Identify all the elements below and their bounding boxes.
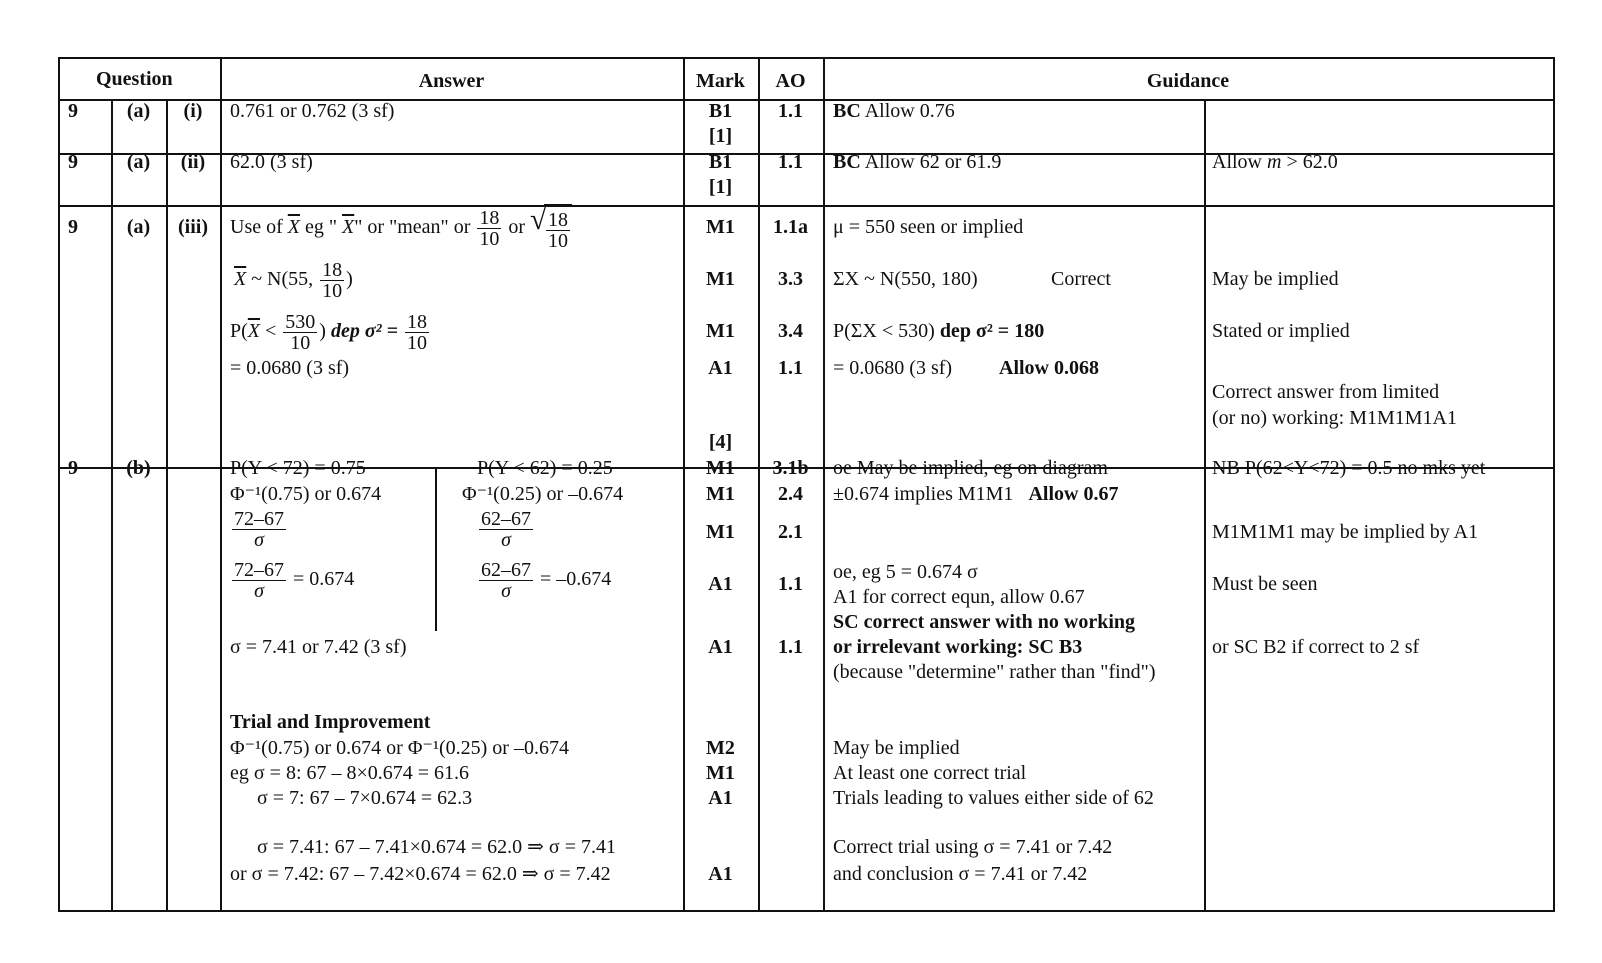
ao-code: 1.1 bbox=[778, 151, 803, 173]
trial-line: eg σ = 8: 67 – 8×0.674 = 61.6 bbox=[230, 762, 470, 784]
mark: A1 bbox=[708, 863, 733, 885]
answer-text: 0.761 or 0.762 (3 sf) bbox=[230, 100, 395, 122]
answer-line-2: $\overline{X}$ ~ N(55, $\frac{18}{10}$ ) bbox=[234, 258, 353, 302]
header-answer: Answer bbox=[418, 70, 485, 92]
trial-line: Φ⁻¹(0.75) or 0.674 or Φ⁻¹(0.25) or –0.674 bbox=[230, 737, 569, 759]
guidance-text: SC correct answer with no working bbox=[833, 611, 1136, 633]
guidance-text: At least one correct trial bbox=[833, 762, 1027, 784]
answer-result: σ = 7.41 or 7.42 (3 sf) bbox=[230, 636, 407, 658]
header-ao: AO bbox=[775, 70, 806, 92]
ao-code: 2.1 bbox=[778, 521, 803, 543]
guidance-text: and conclusion σ = 7.41 or 7.42 bbox=[833, 863, 1088, 885]
guidance-text: May be implied bbox=[833, 737, 960, 759]
q-part: (b) bbox=[126, 457, 151, 479]
ao-code: 1.1 bbox=[778, 357, 803, 379]
guidance-text: or irrelevant working: SC B3 bbox=[833, 636, 1083, 658]
answer-right-2: Φ⁻¹(0.25) or –0.674 bbox=[462, 483, 624, 505]
mark-total: [1] bbox=[708, 176, 733, 198]
guidance-extra: May be implied bbox=[1212, 268, 1339, 290]
guidance-text: oe May be implied, eg on diagram bbox=[833, 457, 1108, 479]
q-number: 9 bbox=[68, 216, 78, 238]
guidance-extra: M1M1M1 may be implied by A1 bbox=[1212, 521, 1479, 543]
mark: M1 bbox=[706, 320, 735, 342]
ao-code: 1.1 bbox=[778, 573, 803, 595]
guidance-text: μ = 550 seen or implied bbox=[833, 216, 1024, 238]
mark-total: [4] bbox=[708, 431, 733, 453]
guidance-text: BC Allow 0.76 bbox=[833, 100, 955, 122]
ao-code: 3.3 bbox=[778, 268, 803, 290]
guidance-extra: Must be seen bbox=[1212, 573, 1318, 595]
ao-code: 2.4 bbox=[778, 483, 803, 505]
ao-code: 1.1 bbox=[778, 100, 803, 122]
mark: A1 bbox=[708, 357, 733, 379]
guidance-text: BC Allow 62 or 61.9 bbox=[833, 151, 1002, 173]
answer-line-4: = 0.0680 (3 sf) bbox=[230, 357, 350, 379]
guidance-text: Allow 0.068 bbox=[999, 357, 1099, 379]
mark: M1 bbox=[706, 216, 735, 238]
guidance-text: = 0.0680 (3 sf) bbox=[833, 357, 953, 379]
guidance-text: ±0.674 implies M1M1 Allow 0.67 bbox=[833, 483, 1119, 505]
guidance-text: Correct bbox=[1051, 268, 1111, 290]
guidance-extra: or SC B2 if correct to 2 sf bbox=[1212, 636, 1420, 658]
answer-right-4: $\frac{62-67}{\sigma}$ = –0.674 bbox=[481, 559, 612, 602]
answer-left-2: Φ⁻¹(0.75) or 0.674 bbox=[230, 483, 382, 505]
trial-line: or σ = 7.42: 67 – 7.42×0.674 = 62.0 ⇒ σ = 7.42 bbox=[230, 863, 611, 885]
q-number: 9 bbox=[68, 100, 78, 122]
mark: B1 bbox=[708, 100, 733, 122]
ao-code: 1.1 bbox=[778, 636, 803, 658]
guidance-text: Trials leading to values either side of 62 bbox=[833, 787, 1154, 809]
header-mark: Mark bbox=[696, 70, 745, 92]
mark: A1 bbox=[708, 787, 733, 809]
q-part: (a) bbox=[126, 216, 151, 238]
trial-line: σ = 7: 67 – 7×0.674 = 62.3 bbox=[257, 787, 473, 809]
mark-scheme-table bbox=[58, 57, 1555, 912]
header-question: Question bbox=[96, 68, 173, 90]
guidance-text: ΣX ~ N(550, 180) bbox=[833, 268, 978, 290]
guidance-extra: Correct answer from limited bbox=[1212, 381, 1440, 403]
guidance-text: Correct trial using σ = 7.41 or 7.42 bbox=[833, 836, 1113, 858]
q-subpart: (i) bbox=[183, 100, 203, 122]
ao-code: 1.1a bbox=[773, 216, 808, 238]
header-guidance: Guidance bbox=[1146, 70, 1230, 92]
guidance-text: A1 for correct equn, allow 0.67 bbox=[833, 586, 1085, 608]
mark-total: [1] bbox=[708, 125, 733, 147]
answer-right-1: P(Y < 62) = 0.25 bbox=[477, 457, 613, 479]
guidance-extra: Allow m > 62.0 bbox=[1212, 151, 1338, 173]
answer-text: 62.0 (3 sf) bbox=[230, 151, 313, 173]
guidance-text: oe, eg 5 = 0.674 σ bbox=[833, 561, 978, 583]
q-part: (a) bbox=[126, 100, 151, 122]
guidance-extra: NB P(62<Y<72) = 0.5 no mks yet bbox=[1212, 457, 1486, 479]
answer-right-3: $\frac{62-67}{\sigma}$ bbox=[481, 508, 531, 551]
q-number: 9 bbox=[68, 457, 78, 479]
guidance-text: (because "determine" rather than "find") bbox=[833, 661, 1156, 683]
q-number: 9 bbox=[68, 151, 78, 173]
trial-line: σ = 7.41: 67 – 7.41×0.674 = 62.0 ⇒ σ = 7.41 bbox=[257, 836, 616, 858]
answer-line-1: Use of $\overline{X}$ eg " $\overline{X}$" or "mean" or $\frac{18}{10}$ or √ $\frac{18}{10}$ bbox=[230, 203, 572, 253]
answer-left-1: P(Y < 72) = 0.75 bbox=[230, 457, 366, 479]
answer-line-3: $P(\overline{X}$ < $\frac{530}{10}$ ) dep σ² = $\frac{18}{10}$ bbox=[230, 310, 428, 354]
answer-left-4: $\frac{72-67}{\sigma}$ = 0.674 bbox=[234, 559, 355, 602]
q-subpart: (iii) bbox=[178, 216, 208, 238]
guidance-extra: Stated or implied bbox=[1212, 320, 1350, 342]
mark: A1 bbox=[708, 573, 733, 595]
mark: B1 bbox=[708, 151, 733, 173]
mark: M1 bbox=[706, 762, 735, 784]
trial-heading: Trial and Improvement bbox=[230, 711, 431, 733]
mark: M2 bbox=[706, 737, 735, 759]
answer-left-3: $\frac{72-67}{\sigma}$ bbox=[234, 508, 284, 551]
ao-code: 3.4 bbox=[778, 320, 803, 342]
guidance-extra: (or no) working: M1M1M1A1 bbox=[1212, 407, 1457, 429]
q-subpart: (ii) bbox=[180, 151, 206, 173]
guidance-text: P(ΣX < 530) dep σ² = 180 bbox=[833, 320, 1045, 342]
mark: A1 bbox=[708, 636, 733, 658]
mark: M1 bbox=[706, 457, 735, 479]
q-part: (a) bbox=[126, 151, 151, 173]
mark: M1 bbox=[706, 521, 735, 543]
mark: M1 bbox=[706, 268, 735, 290]
ao-code: 3.1b bbox=[772, 457, 809, 479]
mark: M1 bbox=[706, 483, 735, 505]
